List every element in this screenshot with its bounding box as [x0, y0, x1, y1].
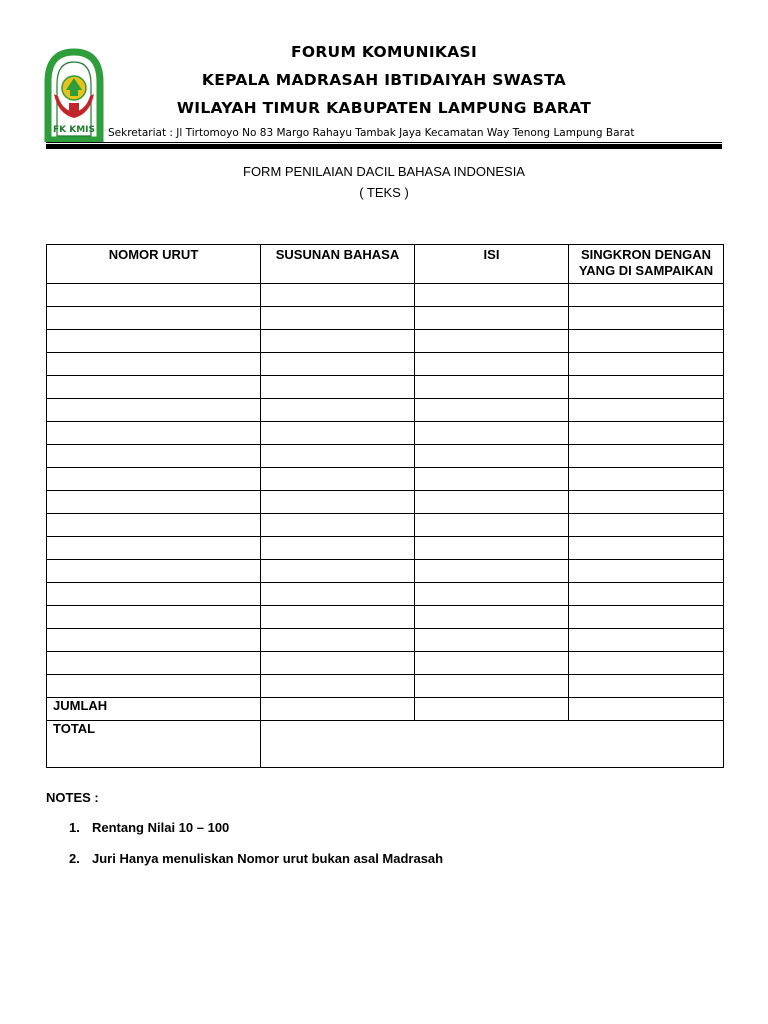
form-title: FORM PENILAIAN DACIL BAHASA INDONESIA	[243, 164, 525, 179]
table-cell[interactable]	[415, 606, 569, 629]
table-cell[interactable]	[569, 330, 724, 353]
table-cell[interactable]	[47, 629, 261, 652]
table-cell[interactable]	[47, 537, 261, 560]
table-cell[interactable]	[569, 583, 724, 606]
table-row	[47, 629, 724, 652]
table-cell[interactable]	[261, 629, 415, 652]
table-row	[47, 422, 724, 445]
table-row	[47, 606, 724, 629]
table-cell[interactable]	[415, 330, 569, 353]
table-cell[interactable]	[47, 514, 261, 537]
table-cell[interactable]	[415, 353, 569, 376]
table-cell[interactable]	[415, 422, 569, 445]
jumlah-row	[47, 698, 724, 721]
org-name-line2: KEPALA MADRASAH IBTIDAIYAH SWASTA	[201, 71, 567, 89]
table-cell[interactable]	[415, 445, 569, 468]
table-cell[interactable]	[569, 307, 724, 330]
table-cell[interactable]	[261, 560, 415, 583]
jumlah-label: JUMLAH	[47, 698, 261, 721]
table-cell[interactable]	[47, 330, 261, 353]
table-cell[interactable]	[261, 399, 415, 422]
table-cell[interactable]	[569, 399, 724, 422]
table-cell[interactable]	[415, 399, 569, 422]
table-cell[interactable]	[415, 468, 569, 491]
table-body	[47, 284, 724, 768]
column-header-singkron: SINGKRON DENGAN YANG DI SAMPAIKAN	[569, 245, 724, 284]
table-cell[interactable]	[47, 284, 261, 307]
table-row	[47, 445, 724, 468]
table-cell[interactable]	[261, 422, 415, 445]
table-cell[interactable]	[415, 629, 569, 652]
table-cell[interactable]	[569, 514, 724, 537]
table-cell[interactable]	[415, 675, 569, 698]
table-cell[interactable]	[47, 675, 261, 698]
table-cell[interactable]	[261, 606, 415, 629]
form-subtitle: ( TEKS )	[359, 185, 409, 200]
table-cell[interactable]	[261, 537, 415, 560]
total-cell[interactable]	[261, 721, 724, 768]
table-cell[interactable]	[261, 284, 415, 307]
table-cell[interactable]	[415, 583, 569, 606]
table-row	[47, 675, 724, 698]
table-cell[interactable]	[47, 399, 261, 422]
table-cell[interactable]	[261, 445, 415, 468]
fkkmis-logo	[44, 48, 104, 142]
table-row	[47, 537, 724, 560]
table-cell[interactable]	[569, 445, 724, 468]
table-cell[interactable]	[415, 491, 569, 514]
column-header-nomor-urut: NOMOR URUT	[47, 245, 261, 284]
note-item	[69, 851, 443, 866]
table-cell[interactable]	[47, 376, 261, 399]
table-cell[interactable]	[47, 583, 261, 606]
assessment-table	[46, 244, 724, 768]
table-row	[47, 583, 724, 606]
table-header-row	[47, 245, 724, 284]
table-row	[47, 284, 724, 307]
table-cell[interactable]	[569, 698, 724, 721]
total-label: TOTAL	[47, 721, 261, 768]
table-cell[interactable]	[261, 491, 415, 514]
table-cell[interactable]	[415, 284, 569, 307]
table-row	[47, 399, 724, 422]
table-cell[interactable]	[569, 353, 724, 376]
table-row	[47, 560, 724, 583]
table-cell[interactable]	[415, 560, 569, 583]
notes-title: NOTES :	[46, 790, 99, 805]
table-cell[interactable]	[569, 652, 724, 675]
table-cell[interactable]	[261, 652, 415, 675]
table-cell[interactable]	[415, 698, 569, 721]
table-row	[47, 491, 724, 514]
table-cell[interactable]	[569, 468, 724, 491]
table-cell[interactable]	[47, 422, 261, 445]
table-row	[47, 307, 724, 330]
total-row	[47, 721, 724, 768]
org-name-line1: FORUM KOMUNIKASI	[290, 43, 478, 61]
table-cell[interactable]	[415, 307, 569, 330]
note-item	[69, 820, 229, 835]
table-cell[interactable]	[47, 307, 261, 330]
table-cell[interactable]	[261, 583, 415, 606]
table-cell[interactable]	[415, 376, 569, 399]
note-text: Juri Hanya menuliskan Nomor urut bukan asal Madrasah	[92, 851, 444, 866]
table-cell[interactable]	[569, 675, 724, 698]
table-cell[interactable]	[569, 606, 724, 629]
table-cell[interactable]	[569, 537, 724, 560]
table-cell[interactable]	[261, 514, 415, 537]
table-cell[interactable]	[261, 353, 415, 376]
table-cell[interactable]	[569, 284, 724, 307]
table-row	[47, 652, 724, 675]
table-cell[interactable]	[47, 606, 261, 629]
org-name-line3: WILAYAH TIMUR KABUPATEN LAMPUNG BARAT	[176, 99, 592, 117]
secretariat-address: Sekretariat : Jl Tirtomoyo No 83 Margo Rahayu Tambak Jaya Kecamatan Way Tenong Lampung Barat	[108, 127, 635, 139]
table-cell[interactable]	[415, 652, 569, 675]
table-row	[47, 353, 724, 376]
table-cell[interactable]	[261, 675, 415, 698]
table-row	[47, 468, 724, 491]
note-text: Rentang Nilai 10 – 100	[92, 820, 230, 835]
note-number: 1.	[69, 820, 80, 835]
table-cell[interactable]	[569, 560, 724, 583]
table-cell[interactable]	[47, 652, 261, 675]
table-cell[interactable]	[261, 468, 415, 491]
table-cell[interactable]	[415, 514, 569, 537]
table-cell[interactable]	[569, 629, 724, 652]
table-row	[47, 376, 724, 399]
table-cell[interactable]	[47, 560, 261, 583]
logo-text: FK KMIS	[52, 125, 96, 135]
note-number: 2.	[69, 851, 80, 866]
table-cell[interactable]	[261, 307, 415, 330]
table-cell[interactable]	[569, 491, 724, 514]
table-cell[interactable]	[415, 537, 569, 560]
column-header-susunan-bahasa: SUSUNAN BAHASA	[261, 245, 415, 284]
table-cell[interactable]	[261, 698, 415, 721]
header-rule-thin	[46, 142, 722, 143]
table-row	[47, 514, 724, 537]
column-header-isi: ISI	[415, 245, 569, 284]
table-row	[47, 330, 724, 353]
table-cell[interactable]	[569, 376, 724, 399]
table-cell[interactable]	[569, 422, 724, 445]
header-rule-thick	[46, 144, 722, 149]
table-cell[interactable]	[47, 468, 261, 491]
table-cell[interactable]	[47, 445, 261, 468]
table-cell[interactable]	[47, 353, 261, 376]
table-cell[interactable]	[261, 330, 415, 353]
table-cell[interactable]	[47, 491, 261, 514]
table-cell[interactable]	[261, 376, 415, 399]
